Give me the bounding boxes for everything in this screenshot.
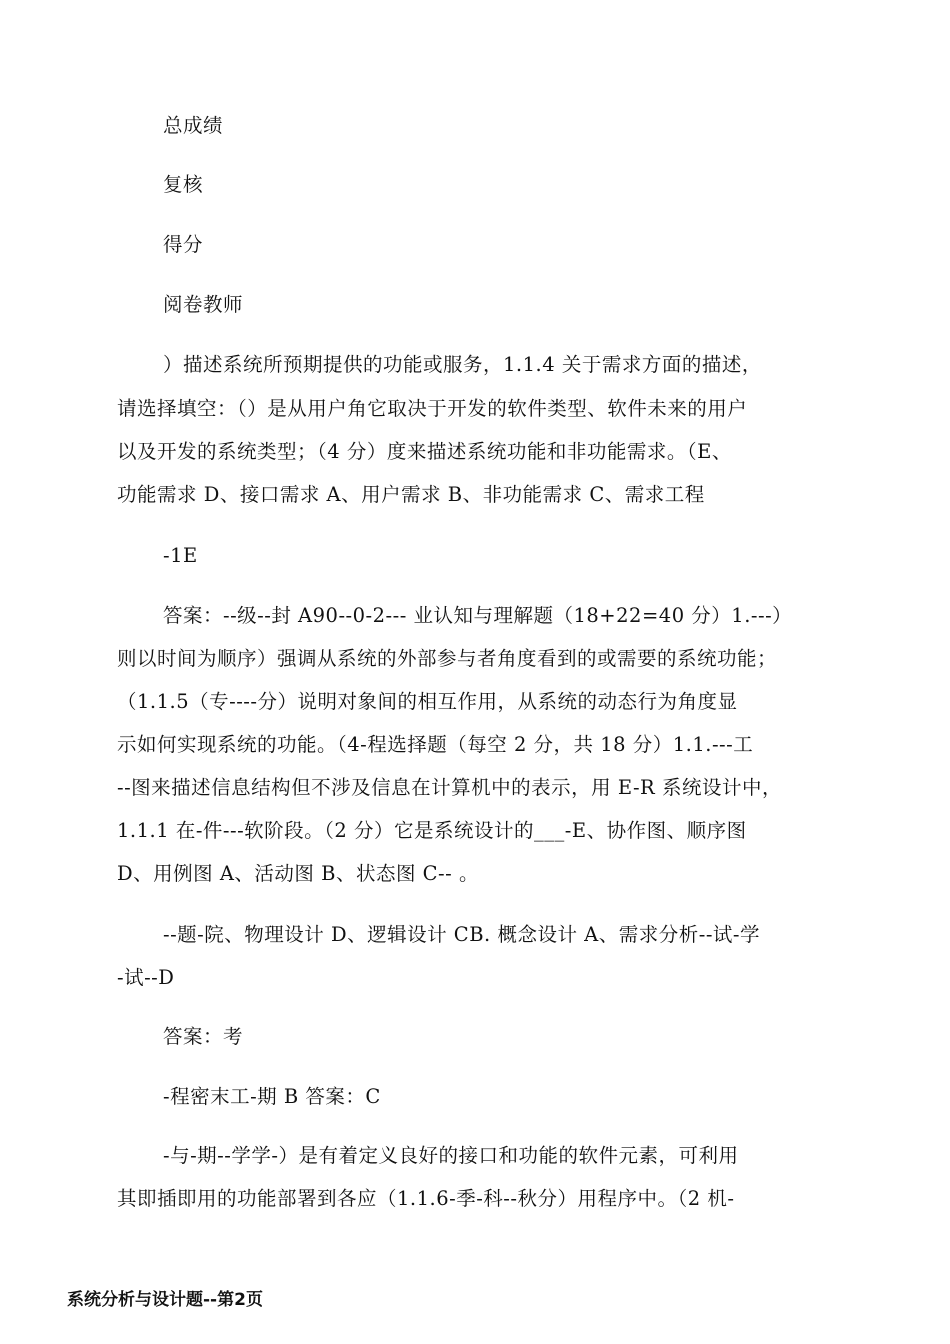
- label-score: 得分: [163, 233, 204, 256]
- paragraph-line: --题-院、物理设计 D、逻辑设计 CB. 概念设计 A、需求分析--试-学: [163, 923, 760, 946]
- page-footer: 系统分析与设计题--第2页: [67, 1290, 263, 1310]
- paragraph-line: -程密末工-期 B 答案：C: [163, 1085, 381, 1108]
- paragraph-line: -1E: [163, 544, 198, 567]
- paragraph-line: 示如何实现系统的功能。（4-程选择题（每空 2 分，共 18 分）1.1.---工: [117, 733, 754, 756]
- paragraph-line: 则以时间为顺序）强调从系统的外部参与者角度看到的或需要的系统功能；: [117, 647, 778, 670]
- paragraph-line: ）描述系统所预期提供的功能或服务，1.1.4 关于需求方面的描述，: [163, 353, 762, 376]
- paragraph-line: -与-期--学学-）是有着定义良好的接口和功能的软件元素，可利用: [163, 1144, 739, 1167]
- paragraph-line: 以及开发的系统类型；（4 分）度来描述系统功能和非功能需求。（E、: [117, 440, 732, 463]
- paragraph-line: -试--D: [117, 966, 175, 989]
- paragraph-line: D、用例图 A、活动图 B、状态图 C-- 。: [117, 862, 479, 885]
- paragraph-line: --图来描述信息结构但不涉及信息在计算机中的表示，用 E-R 系统设计中，: [117, 776, 782, 799]
- paragraph-line: 答案：--级--封 A90--0-2--- 业认知与理解题（18+22=40 分）1.---）: [163, 604, 793, 627]
- paragraph-line: （1.1.5（专----分）说明对象间的相互作用，从系统的动态行为角度显: [117, 690, 738, 713]
- label-grading-teacher: 阅卷教师: [163, 293, 244, 316]
- label-review: 复核: [163, 173, 204, 196]
- paragraph-line: 请选择填空：（）是从用户角它取决于开发的软件类型、软件未来的用户: [117, 397, 748, 420]
- paragraph-line: 功能需求 D、接口需求 A、用户需求 B、非功能需求 C、需求工程: [117, 483, 705, 506]
- paragraph-line: 1.1.1 在-件---软阶段。（2 分）它是系统设计的___-E、协作图、顺序图: [117, 819, 747, 842]
- label-total-score: 总成绩: [163, 114, 224, 137]
- paragraph-line: 答案：考: [163, 1025, 244, 1048]
- paragraph-line: 其即插即用的功能部署到各应（1.1.6-季-科--秋分）用程序中。（2 机-: [117, 1187, 735, 1210]
